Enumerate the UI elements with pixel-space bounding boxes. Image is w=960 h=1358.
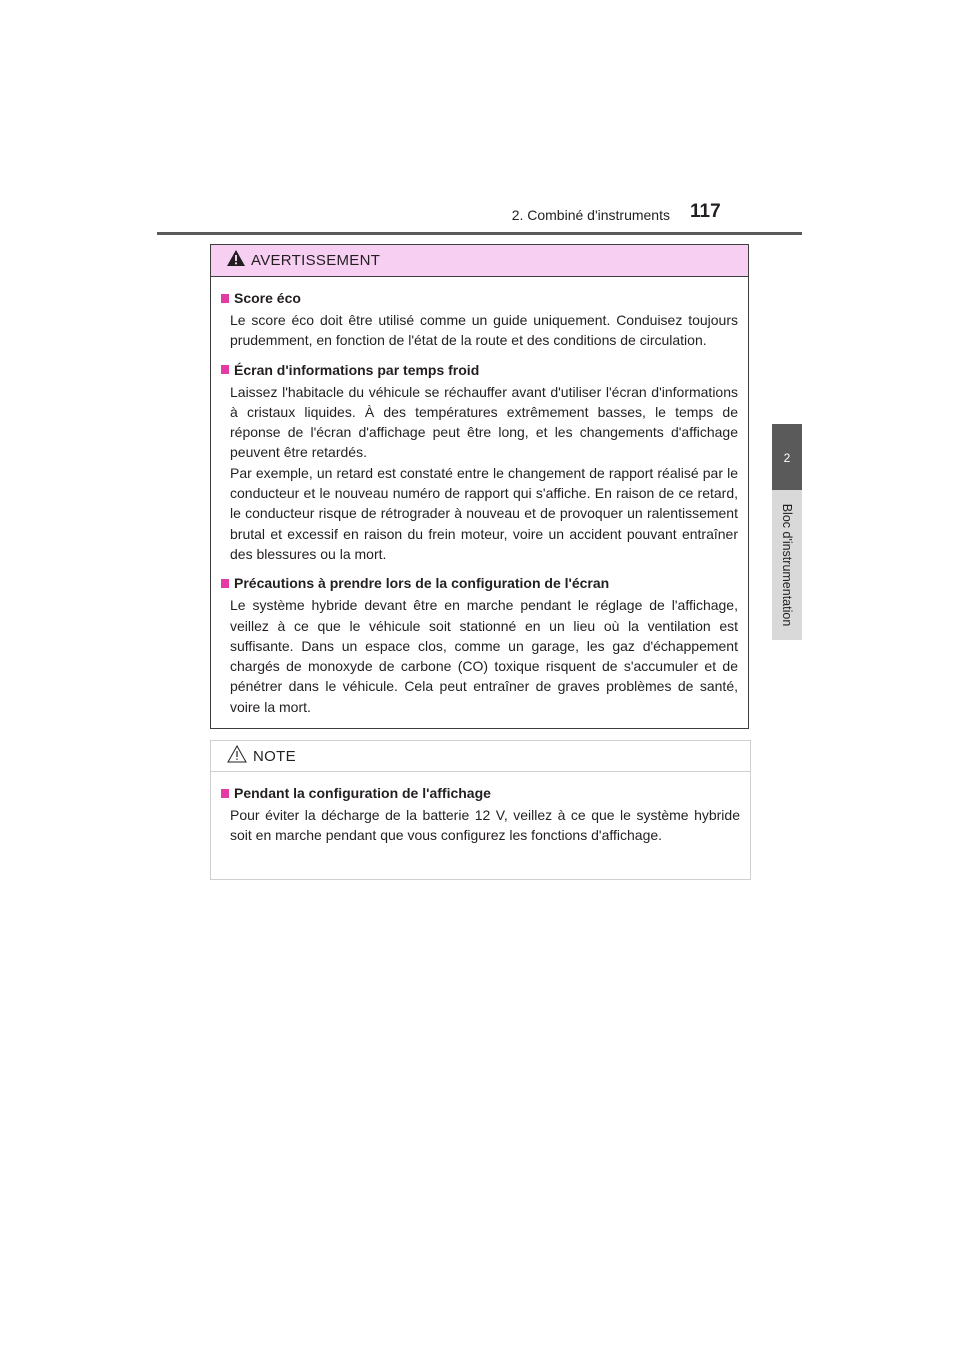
warning-item-title: Précautions à prendre lors de la configuration de l'écran bbox=[221, 573, 738, 593]
page-number: 117 bbox=[690, 201, 721, 222]
note-header bbox=[211, 741, 750, 772]
note-item-title: Pendant la configuration de l'affichage bbox=[221, 783, 740, 803]
bullet-square-icon bbox=[221, 579, 229, 588]
warning-triangle-icon bbox=[227, 250, 245, 271]
header-rule bbox=[157, 232, 802, 235]
note-box bbox=[210, 740, 751, 880]
warning-item-text bbox=[221, 310, 738, 351]
warning-body bbox=[211, 277, 748, 717]
caution-triangle-icon bbox=[227, 745, 247, 768]
bullet-square-icon bbox=[221, 294, 229, 303]
paragraph: Le score éco doit être utilisé comme un guide uniquement. Conduisez toujours prudemment, en fonction de l'état de la route et des conditions de circulation. bbox=[230, 312, 738, 349]
side-tab-number: 2 bbox=[772, 424, 802, 491]
side-tab-label: Bloc d'instrumentation bbox=[780, 503, 794, 627]
paragraph: Pour éviter la décharge de la batterie 12 V, veillez à ce que le système hybride soit en marche pendant que vous configurez les fonctions d'affichage. bbox=[230, 807, 740, 844]
warning-item-title: Écran d'informations par temps froid bbox=[221, 360, 738, 380]
paragraph: Laissez l'habitacle du véhicule se réchauffer avant d'utiliser l'écran d'informations à cristaux liquides. À des températures extrêmement basses, le temps de réponse de l'écran d'affichage peut être long, et les changements d'affichage peuvent être retardés. bbox=[230, 383, 738, 461]
paragraph: Par exemple, un retard est constaté entre le changement de rapport réalisé par le conducteur et le nouveau numéro de rapport qui s'affiche. En raison de ce retard, le conducteur risque de rétrograder à nouveau et de provoquer un ralentissement brutal et excessif en raison du frein moteur, voire un accident pouvant entraîner des blessures ou la mort. bbox=[230, 464, 738, 562]
bullet-square-icon bbox=[221, 789, 229, 798]
warning-item bbox=[221, 288, 738, 351]
note-item-text bbox=[221, 805, 740, 846]
warning-item-text bbox=[221, 595, 738, 717]
note-body bbox=[211, 772, 750, 846]
bullet-square-icon bbox=[221, 365, 229, 374]
chapter-title: 2. Combiné d'instruments bbox=[511, 207, 670, 223]
warning-item-title: Score éco bbox=[221, 288, 738, 308]
note-title: NOTE bbox=[253, 747, 296, 765]
warning-item bbox=[221, 360, 738, 565]
note-item bbox=[221, 783, 740, 846]
warning-item-text bbox=[221, 382, 738, 565]
warning-item bbox=[221, 573, 738, 717]
warning-header bbox=[211, 245, 748, 277]
side-tab bbox=[772, 490, 802, 640]
warning-title: AVERTISSEMENT bbox=[251, 252, 381, 269]
paragraph: Le système hybride devant être en marche pendant le réglage de l'affichage, veillez à ce que le véhicule soit stationné en un lieu où la ventilation est suffisante. Dans un espace clos, comme un garage, les gaz d'échappement chargés de monoxyde de carbone (CO) toxique risquent de s'accumuler et de pénétrer dans le véhicule. Cela peut entraîner de graves problèmes de santé, voire la mort. bbox=[230, 597, 738, 715]
warning-box bbox=[210, 244, 749, 729]
